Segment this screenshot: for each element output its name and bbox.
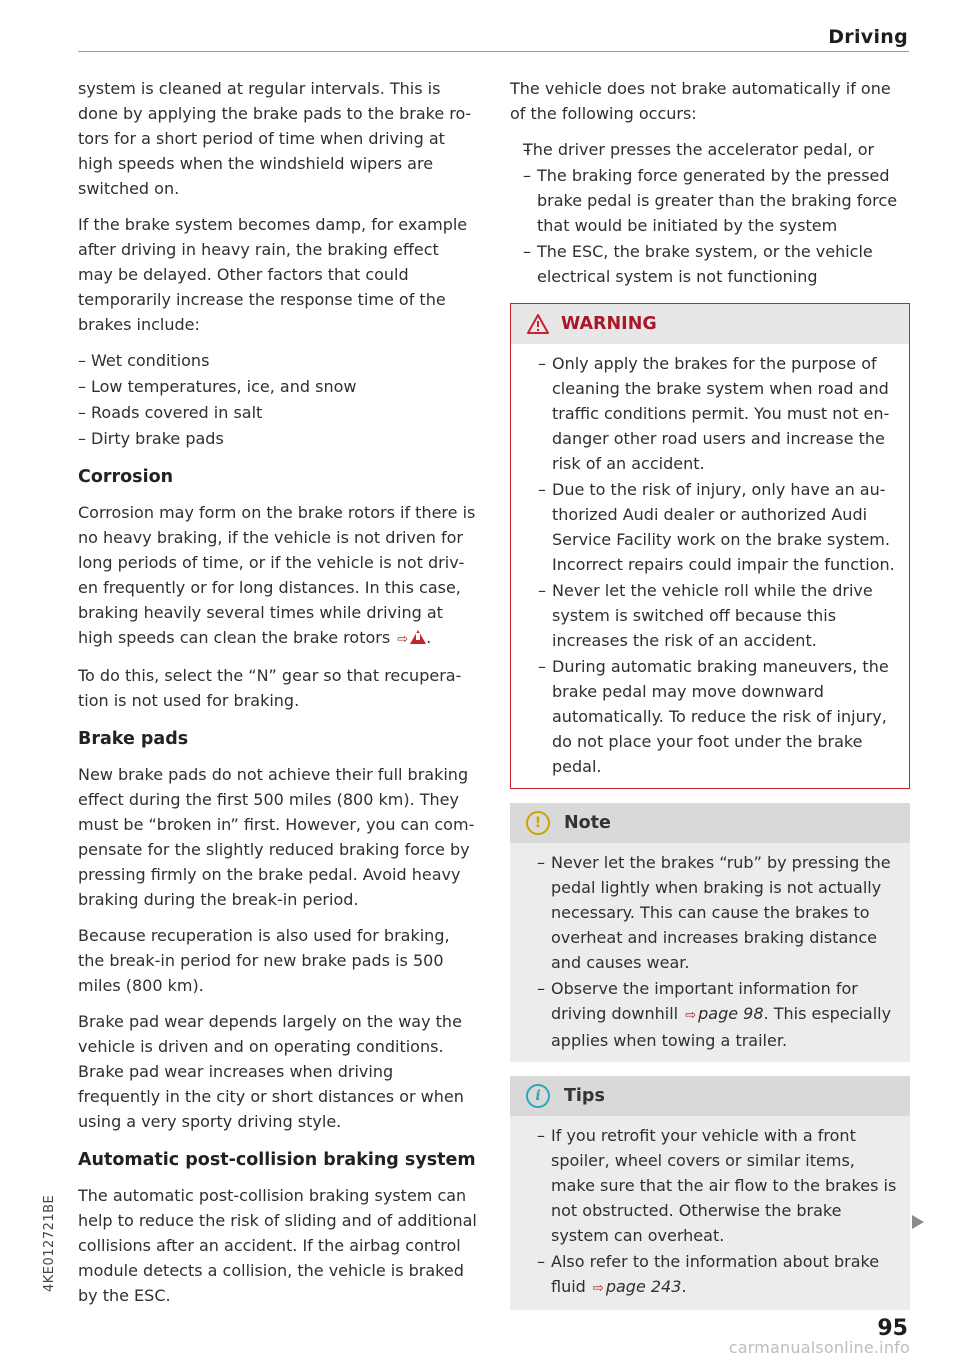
page-number: 95 bbox=[877, 1316, 908, 1341]
list-item: – The ESC, the brake system, or the vehicle electrical system is not functioning bbox=[510, 239, 910, 289]
list-item: – The driver presses the accelerator pedal, or bbox=[510, 137, 910, 162]
list-item: – Only apply the brakes for the purpose of cleaning the brake system when road and traffic conditions permit. You must not endanger other road users and increase the risk of an accident. bbox=[525, 351, 897, 476]
continue-arrow-icon bbox=[912, 1215, 924, 1229]
watermark: carmanualsonline.info bbox=[728, 1338, 910, 1357]
paragraph-post-collision: The automatic post-collision braking system can help to reduce the risk of sliding and of additional collisions after an accident. If the airbag control module detects a collision, the vehicle is braked by the ESC. bbox=[78, 1186, 477, 1305]
tips-title: Tips bbox=[564, 1086, 605, 1106]
right-column bbox=[510, 76, 910, 1322]
info-circle-icon: i bbox=[526, 1084, 550, 1108]
warning-header bbox=[511, 304, 909, 344]
note-item-text-end: . This especially applies when towing a trailer. bbox=[551, 1004, 892, 1050]
no-auto-brake-conditions-list bbox=[510, 137, 910, 289]
note-title: Note bbox=[564, 813, 611, 833]
list-item bbox=[524, 976, 898, 1053]
warning-triangle-icon[interactable] bbox=[410, 630, 426, 644]
paragraph-recuperation: Because recuperation is also used for braking, the break-in period for new brake pads is 500 miles (800 km). bbox=[78, 926, 450, 995]
tips-item-text-end: . bbox=[681, 1277, 687, 1296]
heading-brake-pads: Brake pads bbox=[78, 729, 189, 749]
reference-arrow-icon: ⇨ bbox=[592, 1281, 604, 1296]
paragraph-corrosion: Corrosion may form on the brake rotors if there is no heavy braking, if the vehicle is not driven for long periods of time, or if the vehicle is not driven frequently or for long distances. In this case, braking heavily several times while driving at high speeds can clean the brake rotors ⇨ . bbox=[78, 500, 478, 652]
list-item: – Dirty brake pads bbox=[78, 426, 478, 451]
reference-arrow-icon: ⇨ bbox=[397, 632, 409, 647]
list-item: – Never let the vehicle roll while the drive system is switched off because this increases the risk of an accident. bbox=[525, 578, 897, 653]
list-item: – If you retrofit your vehicle with a front spoiler, wheel covers or similar items, make sure that the air flow to the brakes is not obstructed. Otherwise the brake system can overheat. bbox=[524, 1123, 898, 1248]
list-item: – Never let the brakes “rub” by pressing the pedal lightly when braking is not actually necessary. This can cause the brakes to overheat and increases braking distance and causes wear. bbox=[524, 850, 898, 975]
list-item: – During automatic braking maneuvers, the brake pedal may move downward automatically. To reduce the risk of injury, do not place your foot under the brake pedal. bbox=[525, 654, 897, 779]
list-item bbox=[524, 1249, 898, 1301]
note-body bbox=[510, 843, 910, 1062]
page-reference-link[interactable]: page 98 bbox=[698, 1004, 764, 1023]
paragraph-brake-damp: If the brake system becomes damp, for example after driving in heavy rain, the braking effect may be delayed. Other factors that could temporarily increase the response time of the brakes include: bbox=[78, 215, 468, 334]
warning-list bbox=[525, 351, 897, 779]
page-reference-link[interactable]: page 243 bbox=[605, 1277, 682, 1296]
list-item: – Low temperatures, ice, and snow bbox=[78, 374, 478, 399]
list-item: – Due to the risk of injury, only have an authorized Audi dealer or authorized Audi Service Facility work on the brake system. Incorrect repairs could impair the function. bbox=[525, 477, 897, 577]
section-title: Driving bbox=[828, 26, 908, 48]
warning-triangle-icon bbox=[527, 314, 549, 334]
tips-body bbox=[510, 1116, 910, 1310]
warning-title: WARNING bbox=[561, 314, 657, 334]
reference-arrow-icon: ⇨ bbox=[685, 1008, 697, 1023]
tips-box bbox=[510, 1076, 910, 1310]
heading-corrosion: Corrosion bbox=[78, 467, 174, 487]
document-code: 4KE012721BE bbox=[42, 1194, 57, 1292]
note-header bbox=[510, 803, 910, 843]
note-list bbox=[524, 850, 898, 1053]
tips-list bbox=[524, 1123, 898, 1301]
list-item: – Wet conditions bbox=[78, 348, 478, 373]
response-factors-list bbox=[78, 348, 478, 451]
note-box bbox=[510, 803, 910, 1062]
tips-item-text: Also refer to the information about brake fluid bbox=[551, 1252, 880, 1296]
left-column bbox=[78, 76, 478, 1319]
header-divider bbox=[78, 51, 909, 52]
heading-post-collision-braking: Automatic post-collision braking system bbox=[78, 1150, 476, 1170]
list-item: – Roads covered in salt bbox=[78, 400, 478, 425]
corrosion-text: Corrosion may form on the brake rotors if there is no heavy braking, if the vehicle is not driven for long periods of time, or if the vehicle is not driven frequently or for long distances. In this case, braking heavily several times while driving at high speeds can clean the brake rotors bbox=[78, 503, 476, 647]
warning-body bbox=[511, 344, 909, 788]
exclamation-circle-icon: ! bbox=[526, 811, 550, 835]
paragraph-break-in: New brake pads do not achieve their full braking effect during the first 500 miles (800 km). They must be “broken in” first. However, you can compensate for the slightly reduced braking force by pressing firmly on the brake pedal. Avoid heavy braking during the break-in period. bbox=[78, 765, 475, 909]
paragraph-pad-wear: Brake pad wear depends largely on the way the vehicle is driven and on operating conditions. Brake pad wear increases when driving frequently in the city or short distances or when using a very sporty driving style. bbox=[78, 1012, 464, 1131]
note-item-text: Observe the important information for driving downhill bbox=[551, 979, 858, 1023]
paragraph-no-auto-brake: The vehicle does not brake automatically if one of the following occurs: bbox=[510, 79, 891, 123]
paragraph-brake-cleaning: system is cleaned at regular intervals. This is done by applying the brake pads to the brake rotors for a short period of time when driving at high speeds when the windshield wipers are switched on. bbox=[78, 79, 472, 198]
tips-header bbox=[510, 1076, 910, 1116]
warning-box bbox=[510, 303, 910, 789]
paragraph-neutral-gear: To do this, select the “N” gear so that recuperation is not used for braking. bbox=[78, 666, 462, 710]
list-item: – The braking force generated by the pressed brake pedal is greater than the braking force that would be initiated by the system bbox=[510, 163, 910, 238]
